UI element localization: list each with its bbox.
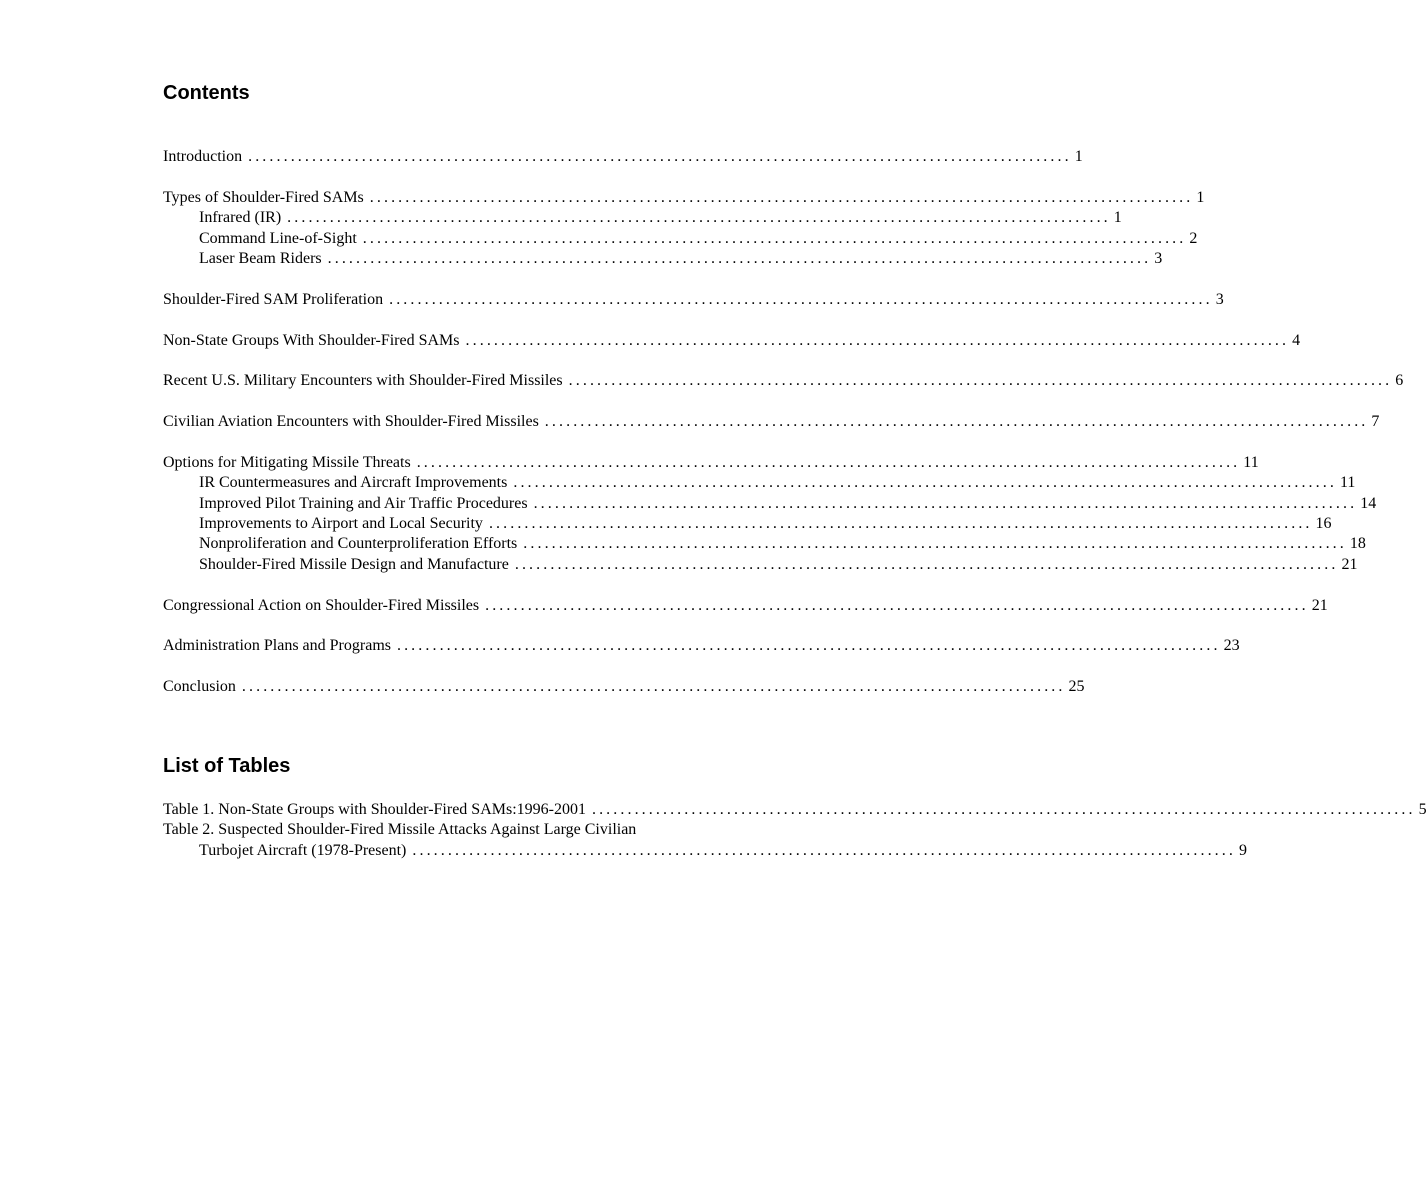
dot-leader: .................................................................................................................... xyxy=(533,494,1358,512)
dot-leader: .................................................................................................................... xyxy=(544,413,1369,431)
toc-entry-page: 1 xyxy=(1196,188,1205,206)
toc-entry-title: Types of Shoulder-Fired SAMs xyxy=(163,188,364,206)
toc-entry-congressional-action[interactable] xyxy=(163,596,1328,616)
toc-entry-title: Infrared (IR) xyxy=(199,209,282,227)
dot-leader: .................................................................................................................... xyxy=(396,637,1221,655)
toc-entry-title: Laser Beam Riders xyxy=(199,249,322,267)
toc-entry-page: 4 xyxy=(1292,331,1301,349)
contents-list xyxy=(163,147,1404,698)
toc-entry-page: 3 xyxy=(1154,249,1163,267)
dot-leader: .................................................................................................................... xyxy=(362,229,1187,247)
dot-leader: .................................................................................................................... xyxy=(465,331,1290,349)
toc-entry-title: Improved Pilot Training and Air Traffic Procedures xyxy=(199,494,528,512)
toc-entry-title: Command Line-of-Sight xyxy=(199,229,357,247)
toc-entry-page: 2 xyxy=(1189,229,1198,247)
dot-leader: .................................................................................................................... xyxy=(523,535,1347,553)
dot-leader: .................................................................................................................... xyxy=(241,678,1066,696)
toc-entry-infrared[interactable] xyxy=(163,208,1122,228)
dot-leader: .................................................................................................................... xyxy=(389,290,1213,308)
toc-entry-page: 21 xyxy=(1311,596,1328,614)
toc-entry-pilot-training[interactable] xyxy=(163,494,1377,514)
toc-entry-page: 16 xyxy=(1315,515,1332,533)
toc-entry-title: Options for Mitigating Missile Threats xyxy=(163,453,411,471)
dot-leader: .................................................................................................................... xyxy=(369,188,1194,206)
toc-entry-title: Administration Plans and Programs xyxy=(163,637,391,655)
toc-entry-page: 3 xyxy=(1215,290,1224,308)
toc-entry-mitigating-options[interactable] xyxy=(163,453,1259,473)
dot-leader: .................................................................................................................... xyxy=(248,148,1072,165)
toc-entry-title: Congressional Action on Shoulder-Fired Missiles xyxy=(163,596,480,614)
toc-entry-title: Nonproliferation and Counterproliferation Efforts xyxy=(199,535,518,553)
toc-entry-airport-security[interactable] xyxy=(163,514,1332,534)
toc-entry-page: 11 xyxy=(1339,474,1356,492)
dot-leader: .................................................................................................................... xyxy=(416,453,1241,471)
toc-entry-command-line-of-sight[interactable] xyxy=(163,229,1198,249)
toc-entry-sam-proliferation[interactable] xyxy=(163,290,1224,310)
toc-entry-page: 18 xyxy=(1349,535,1366,553)
contents-heading: Contents xyxy=(163,82,250,104)
toc-entry-civilian-aviation-encounters[interactable] xyxy=(163,412,1380,432)
toc-entry-page: 7 xyxy=(1371,413,1380,431)
table-entry-2-line1[interactable]: Table 2. Suspected Shoulder-Fired Missile Attacks Against Large Civilian xyxy=(163,821,637,839)
toc-entry-title: Turbojet Aircraft (1978-Present) xyxy=(199,841,407,859)
toc-entry-title: Shoulder-Fired Missile Design and Manufacture xyxy=(199,555,509,573)
toc-entry-laser-beam-riders[interactable] xyxy=(163,249,1163,269)
dot-leader: .................................................................................................................... xyxy=(412,841,1236,859)
tables-list xyxy=(163,800,1427,861)
dot-leader: .................................................................................................................... xyxy=(514,555,1339,573)
table-entry-1[interactable] xyxy=(163,800,1427,820)
dot-leader: .................................................................................................................... xyxy=(513,474,1337,492)
toc-entry-page: 21 xyxy=(1341,555,1358,573)
toc-entry-nonproliferation[interactable] xyxy=(163,534,1366,554)
table-entry-2-line2[interactable] xyxy=(163,841,1247,861)
toc-entry-page: 5 xyxy=(1418,801,1427,818)
dot-leader: .................................................................................................................... xyxy=(485,596,1309,614)
toc-entry-title: Civilian Aviation Encounters with Shoulder-Fired Missiles xyxy=(163,413,539,431)
toc-entry-title: Shoulder-Fired SAM Proliferation xyxy=(163,290,384,308)
list-of-tables-heading: List of Tables xyxy=(163,755,291,777)
toc-entry-page: 23 xyxy=(1223,637,1240,655)
toc-entry-page: 25 xyxy=(1068,678,1085,696)
toc-entry-non-state-groups[interactable] xyxy=(163,331,1301,351)
toc-entry-title: Introduction xyxy=(163,148,243,165)
dot-leader: .................................................................................................................... xyxy=(591,801,1416,818)
toc-entry-title: Non-State Groups With Shoulder-Fired SAMs xyxy=(163,331,460,349)
toc-entry-administration-plans[interactable] xyxy=(163,636,1240,656)
toc-entry-types-of-sams[interactable] xyxy=(163,188,1205,208)
toc-entry-page: 9 xyxy=(1238,841,1247,859)
toc-entry-title: Recent U.S. Military Encounters with Shoulder-Fired Missiles xyxy=(163,372,563,390)
toc-entry-missile-design[interactable] xyxy=(163,555,1358,575)
toc-entry-ir-countermeasures[interactable] xyxy=(163,473,1356,493)
toc-entry-title: IR Countermeasures and Aircraft Improvements xyxy=(199,474,508,492)
toc-entry-page: 1 xyxy=(1074,148,1083,165)
toc-entry-page: 11 xyxy=(1243,453,1259,471)
toc-entry-conclusion[interactable] xyxy=(163,677,1085,697)
toc-entry-page: 14 xyxy=(1360,494,1377,512)
dot-leader: .................................................................................................................... xyxy=(287,209,1111,227)
toc-entry-page: 6 xyxy=(1395,372,1404,390)
toc-entry-introduction[interactable] xyxy=(163,147,1083,167)
dot-leader: .................................................................................................................... xyxy=(327,249,1152,267)
toc-entry-title: Table 1. Non-State Groups with Shoulder-Fired SAMs:1996-2001 xyxy=(163,801,586,818)
toc-entry-us-military-encounters[interactable] xyxy=(163,371,1404,391)
toc-entry-title: Conclusion xyxy=(163,678,236,696)
toc-entry-page: 1 xyxy=(1113,209,1122,227)
toc-entry-title: Improvements to Airport and Local Security xyxy=(199,515,483,533)
dot-leader: .................................................................................................................... xyxy=(568,372,1393,390)
dot-leader: .................................................................................................................... xyxy=(488,515,1313,533)
